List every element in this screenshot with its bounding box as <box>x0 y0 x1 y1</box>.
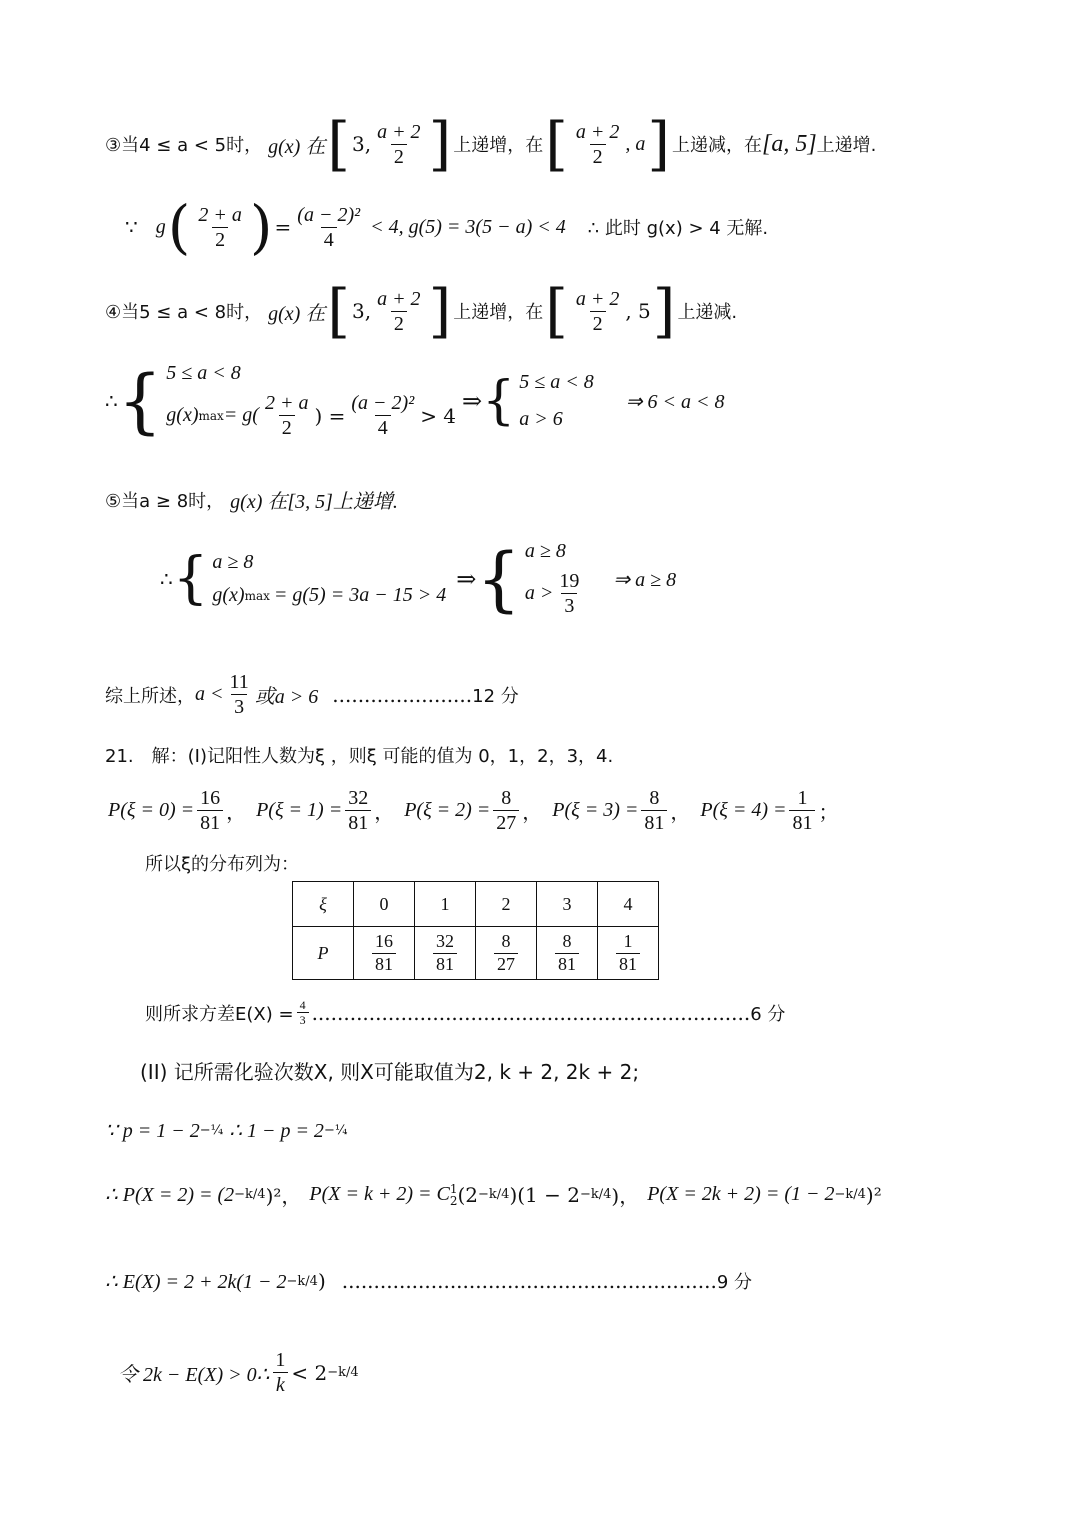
summary-prefix: 综上所述， <box>105 685 195 707</box>
dist-title-line <box>145 850 299 876</box>
case5-r1: a ≥ 8 <box>524 540 566 562</box>
bracket-open: [ <box>327 277 350 345</box>
case5-right-system <box>476 540 585 618</box>
table-cell: $\frac{8}{81}$ <box>537 927 598 980</box>
bracket-open: [ <box>545 277 568 345</box>
ex-score: 9 分 <box>716 1272 753 1293</box>
therefore-symbol: ∴ <box>160 567 173 591</box>
table-head-cell: 3 <box>537 882 598 927</box>
table-head-cell: 4 <box>598 882 659 927</box>
bracket-open: [ <box>327 110 350 178</box>
brace-icon: { <box>172 546 209 611</box>
summary-line <box>105 670 519 719</box>
table-cell: $\frac{1}{81}$ <box>598 927 659 980</box>
p-line-exp: −¼ <box>199 1123 224 1138</box>
table-cell: $\frac{16}{81}$ <box>354 927 415 980</box>
variance-prefix: 则所求方差E(X) = <box>145 1003 294 1025</box>
max-sub: max <box>244 588 270 603</box>
p-line-left: ∵ p = 1 − 2 <box>105 1120 200 1142</box>
last-lhs: 令 2k − E(X) > 0∴ <box>118 1364 270 1386</box>
prob-1-lhs: P(ξ = 1) = <box>256 799 343 821</box>
case4-int2-right: , 5 <box>625 299 651 323</box>
prob-3-sep: ， <box>670 800 691 824</box>
case3-int2-right: , a <box>625 132 646 155</box>
brace-icon: { <box>117 360 163 442</box>
p-line-exp2: −¼ <box>323 1123 348 1138</box>
prob-line <box>108 786 838 835</box>
case5-left-system <box>172 546 447 611</box>
case4-result: ⇒ 6 < a < 8 <box>625 390 725 413</box>
bracket-close: ] <box>647 110 670 178</box>
table-cell: $\frac{32}{81}$ <box>415 927 476 980</box>
case4-int2-frac: $\frac{a + 2}{2}$ <box>575 287 620 335</box>
summary-score: 12 分 <box>472 685 519 707</box>
prob-0-frac: $\frac{16}{81}$ <box>197 786 223 835</box>
g-val-frac: $\frac{\text{(a − 2)²}}{4}$ <box>297 203 361 251</box>
case4-r2: a > 6 <box>519 408 563 430</box>
px-b-mid2: )(1 − 2 <box>509 1182 580 1207</box>
table-row <box>293 882 659 927</box>
ex-dots: ........................................................... <box>341 1269 717 1293</box>
p-line <box>105 1118 347 1143</box>
part2-text: (II) 记所需化验次数X, 则X可能取值为2, k + 2, 2k + 2; <box>140 1060 640 1084</box>
distribution-table <box>292 881 659 980</box>
case3-inc2: 上递增. <box>816 135 877 156</box>
bracket-open: [ <box>545 110 568 178</box>
prob-0-sep: ， <box>226 800 247 824</box>
brace-icon: { <box>476 538 521 620</box>
case3-int2-frac: $\frac{a + 2}{2}$ <box>575 120 620 168</box>
case4-row1: 5 ≤ a < 8 <box>166 362 241 384</box>
case3-inc1: 上递增，在 <box>453 135 544 156</box>
paren-close: ) <box>249 193 273 261</box>
g-arg-frac: $\frac{2 + a}{2}$ <box>198 203 242 251</box>
case4-line <box>105 277 738 345</box>
case3-label: ③当4 ≤ a < 5时， <box>105 135 263 156</box>
case3-therefore: ∴ 此时 g(x) > 4 无解. <box>587 218 769 239</box>
last-frac: $\frac{1}{k}$ <box>272 1348 288 1397</box>
px-line <box>105 1180 882 1209</box>
paren-open: ( <box>167 193 191 261</box>
summary-dots: ...................... <box>332 682 473 707</box>
last-exp: −k/4 <box>327 1365 359 1380</box>
prob-1-frac: $\frac{32}{81}$ <box>345 786 371 835</box>
table-head-cell: ξ <box>293 882 354 927</box>
case3-reason-line <box>125 193 769 261</box>
table-row <box>293 927 659 980</box>
case3-line <box>105 110 877 178</box>
case5-r2-frac: $\frac{19}{3}$ <box>559 570 580 617</box>
case5-row2-left: g(x) <box>212 584 245 606</box>
case4-row2-mid2: ) = <box>314 403 346 428</box>
prob-4-lhs: P(ξ = 4) = <box>700 799 787 821</box>
prob-1-sep: ， <box>374 800 395 824</box>
variance-frac: $\frac{4}{3}$ <box>297 998 309 1028</box>
ex-line <box>105 1268 752 1294</box>
case4-row2-vfrac: $\frac{\text{(a − 2)²}}{4}$ <box>351 392 415 439</box>
case4-int1-left: 3, <box>351 299 372 323</box>
case5-result: ⇒ a ≥ 8 <box>613 568 677 591</box>
summary-rest: 或a > 6 <box>254 686 319 708</box>
table-head-cell: 2 <box>476 882 537 927</box>
px-a-lhs: ∴ P(X = 2) = (2 <box>105 1184 235 1206</box>
case5-row1: a ≥ 8 <box>212 551 254 573</box>
case4-left-system <box>118 362 456 440</box>
bracket-close: ] <box>652 277 676 345</box>
case4-row2-end: > 4 <box>420 403 457 428</box>
case5-r2-left: a > <box>524 582 554 604</box>
table-head-cell: 1 <box>415 882 476 927</box>
case5-system <box>160 540 676 618</box>
case4-dec: 上递减. <box>677 302 738 323</box>
prob-3-lhs: P(ξ = 3) = <box>552 799 639 821</box>
px-a-rhs: )²， <box>265 1184 302 1208</box>
prob-3-frac: $\frac{8}{81}$ <box>641 786 667 835</box>
case4-label: ④当5 ≤ a < 8时， <box>105 302 263 323</box>
case5-row2-end: = g(5) = 3a − 15 > 4 <box>273 584 447 606</box>
table-row-label: P <box>293 927 354 980</box>
px-c-lhs: P(X = 2k + 2) = (1 − 2 <box>647 1183 835 1205</box>
case3-dec: 上递减，在 <box>671 135 762 156</box>
ex-exp: −k/4 <box>286 1273 318 1289</box>
summary-a-lt: a < <box>195 683 224 705</box>
prob-2-sep: ， <box>522 800 543 824</box>
case4-gx: g(x) 在 <box>268 302 326 325</box>
bracket-close: ] <box>428 277 452 345</box>
case4-row2-mid: = g( <box>223 404 259 426</box>
prob-4-sep: ； <box>818 800 839 824</box>
table-cell: $\frac{8}{27}$ <box>476 927 537 980</box>
case4-row2-left: g(x) <box>166 404 199 426</box>
px-b-exp: −k/4 <box>478 1187 510 1202</box>
px-b-rhs: )， <box>611 1184 640 1208</box>
part2-line <box>140 1056 639 1085</box>
case4-r1: 5 ≤ a < 8 <box>519 371 594 393</box>
px-b-mid: (2 <box>457 1182 479 1207</box>
px-b-exp2: −k/4 <box>579 1187 612 1202</box>
px-b-lhs: P(X = k + 2) = C <box>309 1183 450 1205</box>
dist-title: 所以ξ的分布列为： <box>145 854 300 875</box>
px-c-rhs: )² <box>865 1182 882 1207</box>
p-line-mid: ∴ 1 − p = 2 <box>229 1120 324 1142</box>
case4-row2-frac: $\frac{2 + a}{2}$ <box>264 392 309 439</box>
max-sub: max <box>198 408 224 423</box>
case5-line <box>105 485 398 514</box>
case3-int3: [a, 5] <box>761 130 817 157</box>
table-head-cell: 0 <box>354 882 415 927</box>
case5-text: g(x) 在[3, 5]上递增. <box>230 491 398 513</box>
ex-rhs: ) <box>317 1269 326 1293</box>
px-a-exp: −k/4 <box>234 1187 266 1202</box>
implies-1: ⇒ <box>456 565 477 593</box>
implies-1: ⇒ <box>462 387 483 415</box>
prob-2-lhs: P(ξ = 2) = <box>404 799 491 821</box>
case4-int1-frac: $\frac{a + 2}{2}$ <box>377 287 421 335</box>
equals: = <box>274 215 292 239</box>
prob-2-frac: $\frac{8}{27}$ <box>493 786 519 835</box>
therefore-symbol: ∴ <box>105 389 118 413</box>
case4-inc: 上递增，在 <box>453 302 544 323</box>
last-line <box>118 1348 359 1397</box>
ex-lhs: ∴ E(X) = 2 + 2k(1 − 2 <box>105 1270 287 1293</box>
case4-system <box>105 362 724 440</box>
case4-right-system <box>482 371 594 431</box>
summary-frac: $\frac{11}{3}$ <box>229 671 249 718</box>
case3-int1-left: 3, <box>351 132 372 156</box>
case3-gx: g(x) 在 <box>268 135 326 158</box>
g-func: g <box>155 215 166 238</box>
px-c-exp: −k/4 <box>834 1187 866 1202</box>
comb-indices: 1 2 <box>449 1181 458 1208</box>
variance-line <box>145 998 785 1028</box>
last-rhs: < 2 <box>291 1360 328 1385</box>
bracket-close: ] <box>428 110 452 178</box>
case5-label: ⑤当a ≥ 8时， <box>105 490 225 512</box>
brace-icon: { <box>482 371 516 431</box>
because-symbol: ∵ <box>125 215 138 239</box>
case3-int1-frac: $\frac{a + 2}{2}$ <box>377 120 421 168</box>
q21-intro <box>105 742 613 768</box>
prob-0-lhs: P(ξ = 0) = <box>108 799 195 821</box>
case3-rest: < 4, g(5) = 3(5 − a) < 4 <box>370 215 566 238</box>
variance-score: 6 分 <box>750 1003 786 1025</box>
q21-intro-text: 21. 解：(I)记阳性人数为ξ ，则ξ 可能的值为 0，1，2，3，4. <box>105 746 614 767</box>
variance-dots: ..................................................................... <box>311 1000 751 1025</box>
prob-4-frac: $\frac{1}{81}$ <box>789 786 815 835</box>
